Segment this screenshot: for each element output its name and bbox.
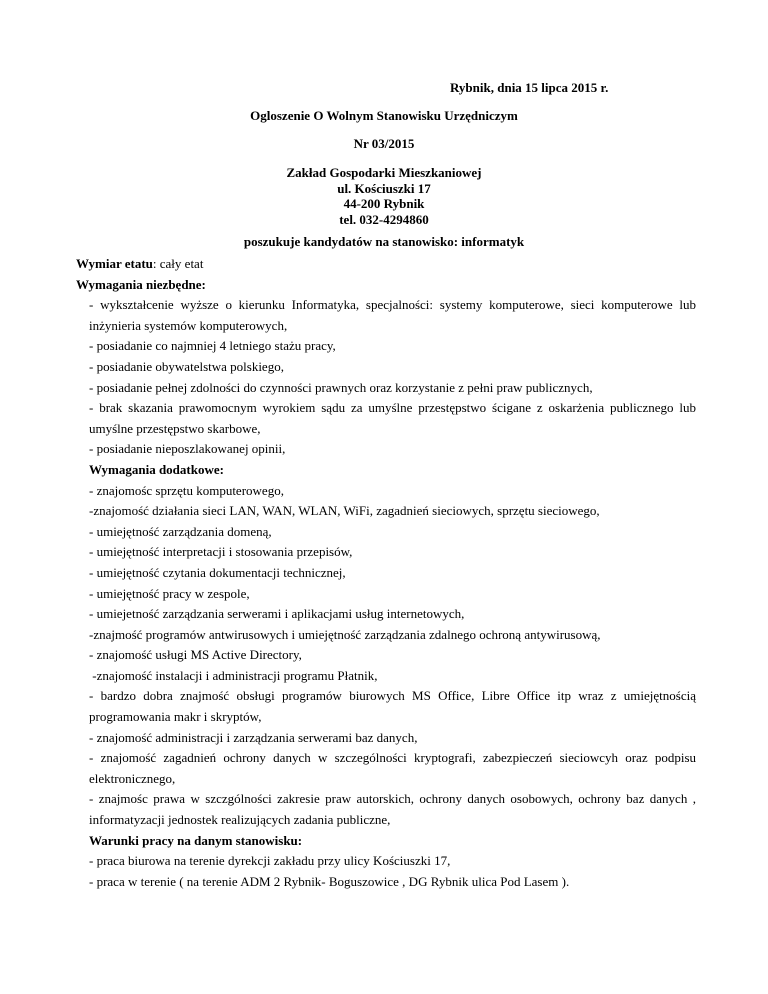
employment-label: Wymiar etatu — [76, 256, 153, 271]
employment-line — [76, 254, 696, 275]
required-item: - brak skazania prawomocnym wyrokiem sądu za umyślne przestępstwo ścigane z oskarżenia publicznego lub — [89, 400, 696, 416]
additional-item: informatyzacji jednostek realizujących zadania publiczne, — [89, 812, 391, 828]
required-item: - posiadanie nieposzlakowanej opinii, — [89, 441, 286, 457]
conditions-item: - praca biurowa na terenie dyrekcji zakładu przy ulicy Kościuszki 17, — [89, 853, 451, 869]
additional-item: - znajomość administracji i zarządzania serwerami baz danych, — [89, 729, 418, 745]
additional-item: -znajmość programów antwirusowych i umiejętność zarządzania zdalnego ochroną antywirusową, — [89, 626, 601, 642]
additional-item: - umiejętność interpretacji i stosowania przepisów, — [89, 544, 353, 560]
additional-item: - bardzo dobra znajmość obsługi programów biurowych MS Office, Libre Office itp wraz z umiejętnością — [89, 688, 696, 704]
announcement-title: Ogloszenie O Wolnym Stanowisku Urzędniczym — [250, 108, 518, 123]
organization-phone: tel. 032-4294860 — [339, 211, 429, 227]
required-item: - wykształcenie wyższe o kierunku Informatyka, specjalności: systemy komputerowe, sieci komputerowe lub — [89, 297, 696, 313]
additional-item: - umiejetność zarządzania serwerami i aplikacjami usług internetowych, — [89, 606, 465, 622]
additional-item: elektronicznego, — [89, 770, 176, 786]
conditions-item: - praca w terenie ( na terenie ADM 2 Rybnik- Boguszowice , DG Rybnik ulica Pod Lasem ). — [89, 873, 570, 889]
employment-value: : cały etat — [152, 256, 204, 271]
required-item: inżynieria systemów komputerowych, — [89, 317, 288, 333]
document-date: Rybnik, dnia 15 lipca 2015 r. — [450, 80, 609, 95]
announcement-number: Nr 03/2015 — [353, 136, 415, 151]
additional-item: - znajmośc prawa w szczgólności zakresie praw autorskich, ochrony danych osobowych, ochrony baz danych , — [89, 791, 696, 807]
required-item: - posiadanie co najmniej 4 letniego stażu pracy, — [89, 338, 336, 354]
organization-street: ul. Kościuszki 17 — [337, 180, 431, 196]
conditions-heading: Warunki pracy na danym stanowisku: — [89, 832, 303, 848]
additional-heading: Wymagania dodatkowe: — [89, 461, 224, 477]
organization-name: Zakład Gospodarki Mieszkaniowej — [286, 165, 482, 180]
additional-item: - znajomość zagadnień ochrony danych w szczególności kryptografi, zabezpieczeń sieciowcyh oraz podpisu — [89, 750, 696, 766]
additional-item: - umiejętność pracy w zespole, — [89, 585, 250, 601]
required-item: - posiadanie obywatelstwa polskiego, — [89, 358, 284, 374]
additional-item: - znajomość usługi MS Active Directory, — [89, 647, 302, 663]
announcement-body — [76, 254, 696, 892]
additional-item: - umiejętność czytania dokumentacji technicznej, — [89, 564, 346, 580]
organization-address — [0, 165, 768, 227]
required-item: umyślne przestępstwo skarbowe, — [89, 420, 261, 436]
additional-item: - umiejętność zarządzania domeną, — [89, 523, 272, 539]
additional-item: -znajomość instalacji i administracji programu Płatnik, — [89, 667, 378, 683]
additional-item: -znajomość działania sieci LAN, WAN, WLAN, WiFi, zagadnień sieciowych, sprzętu sieciowego, — [89, 503, 600, 519]
additional-item: - znajomośc sprzętu komputerowego, — [89, 482, 284, 498]
additional-item: programowania makr i skryptów, — [89, 709, 262, 725]
position-sought: poszukuje kandydatów na stanowisko: informatyk — [243, 234, 525, 249]
required-heading: Wymagania niezbędne: — [76, 276, 206, 292]
required-item: - posiadanie pełnej zdolności do czynności prawnych oraz korzystanie z pełni praw publicznych, — [89, 379, 593, 395]
organization-city: 44-200 Rybnik — [343, 196, 425, 211]
